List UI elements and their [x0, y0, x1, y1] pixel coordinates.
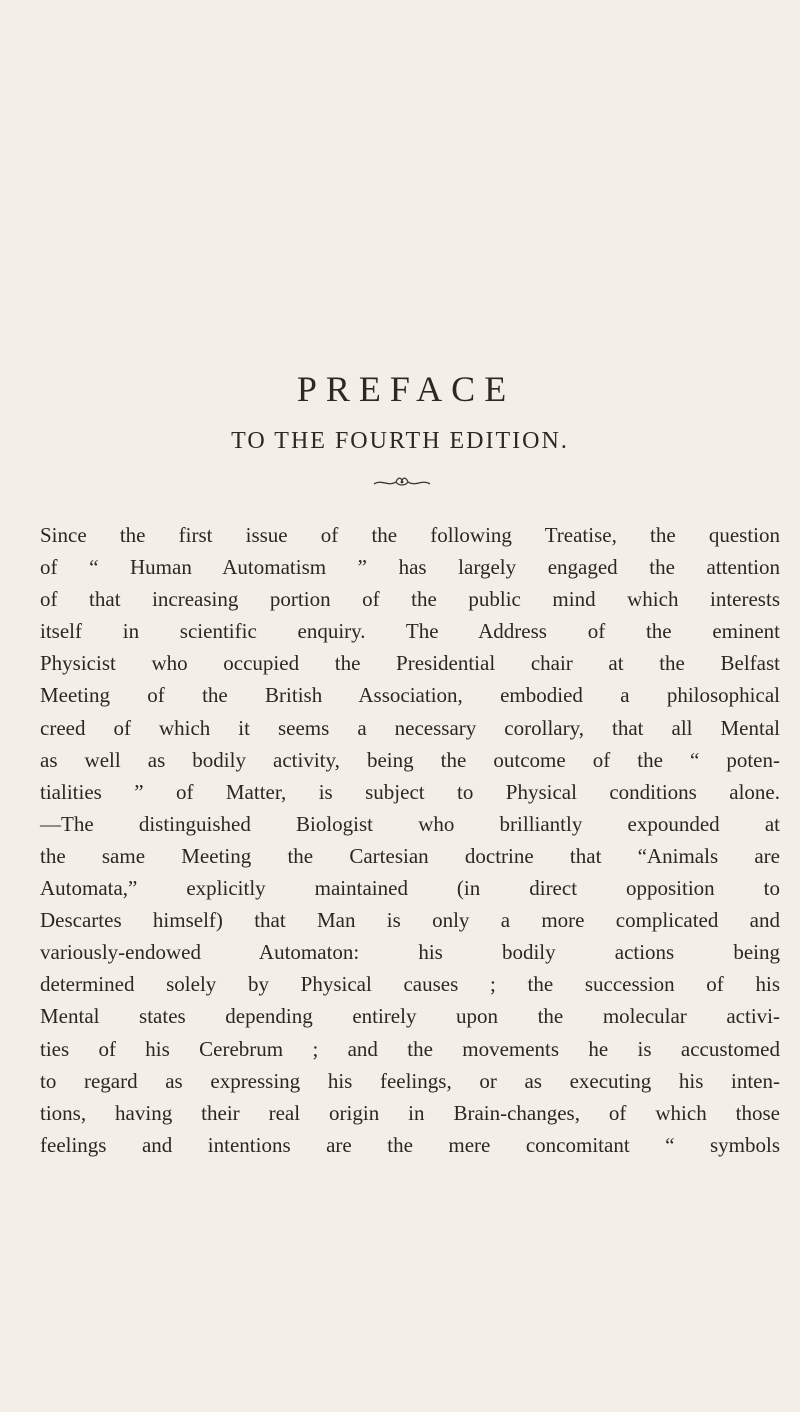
text-line: of “ Human Automatism ” has largely engaged the attention: [40, 555, 780, 580]
text-line: itself in scientific enquiry. The Address of the eminent: [40, 619, 780, 644]
page-subtitle: TO THE FOURTH EDITION.: [231, 428, 569, 454]
text-line: tions, having their real origin in Brain-changes, of which those: [40, 1100, 780, 1125]
text-line: ties of his Cerebrum ; and the movements he is accustomed: [40, 1036, 780, 1061]
text-line: Since the first issue of the following Treatise, the question: [40, 523, 780, 547]
page-title: PREFACE: [296, 369, 516, 409]
flourish-icon: [372, 475, 432, 489]
text-line: the same Meeting the Cartesian doctrine that “Animals are: [40, 843, 780, 868]
text-line: Mental states depending entirely upon the molecular activi-: [40, 1004, 780, 1029]
text-line: determined solely by Physical causes ; the succession of his: [40, 972, 780, 997]
text-line: variously-endowed Automaton: his bodily actions being: [40, 940, 780, 965]
text-line: feelings and intentions are the mere concomitant “ symbols: [40, 1132, 780, 1157]
text-line: Descartes himself) that Man is only a more complicated and: [40, 908, 780, 933]
text-line: to regard as expressing his feelings, or as executing his inten-: [40, 1068, 780, 1093]
text-line: tialities ” of Matter, is subject to Physical conditions alone.: [40, 779, 780, 804]
text-line: as well as bodily activity, being the outcome of the “ poten-: [40, 747, 780, 772]
text-line: Physicist who occupied the Presidential chair at the Belfast: [40, 651, 780, 676]
text-line: creed of which it seems a necessary corollary, that all Mental: [40, 715, 780, 740]
text-line: of that increasing portion of the public mind which interests: [40, 587, 780, 612]
preface-body: [40, 519, 780, 1161]
text-line: Meeting of the British Association, embodied a philosophical: [40, 683, 780, 708]
text-line: —The distinguished Biologist who brilliantly expounded at: [40, 811, 780, 836]
text-line: Automata,” explicitly maintained (in direct opposition to: [40, 876, 780, 901]
